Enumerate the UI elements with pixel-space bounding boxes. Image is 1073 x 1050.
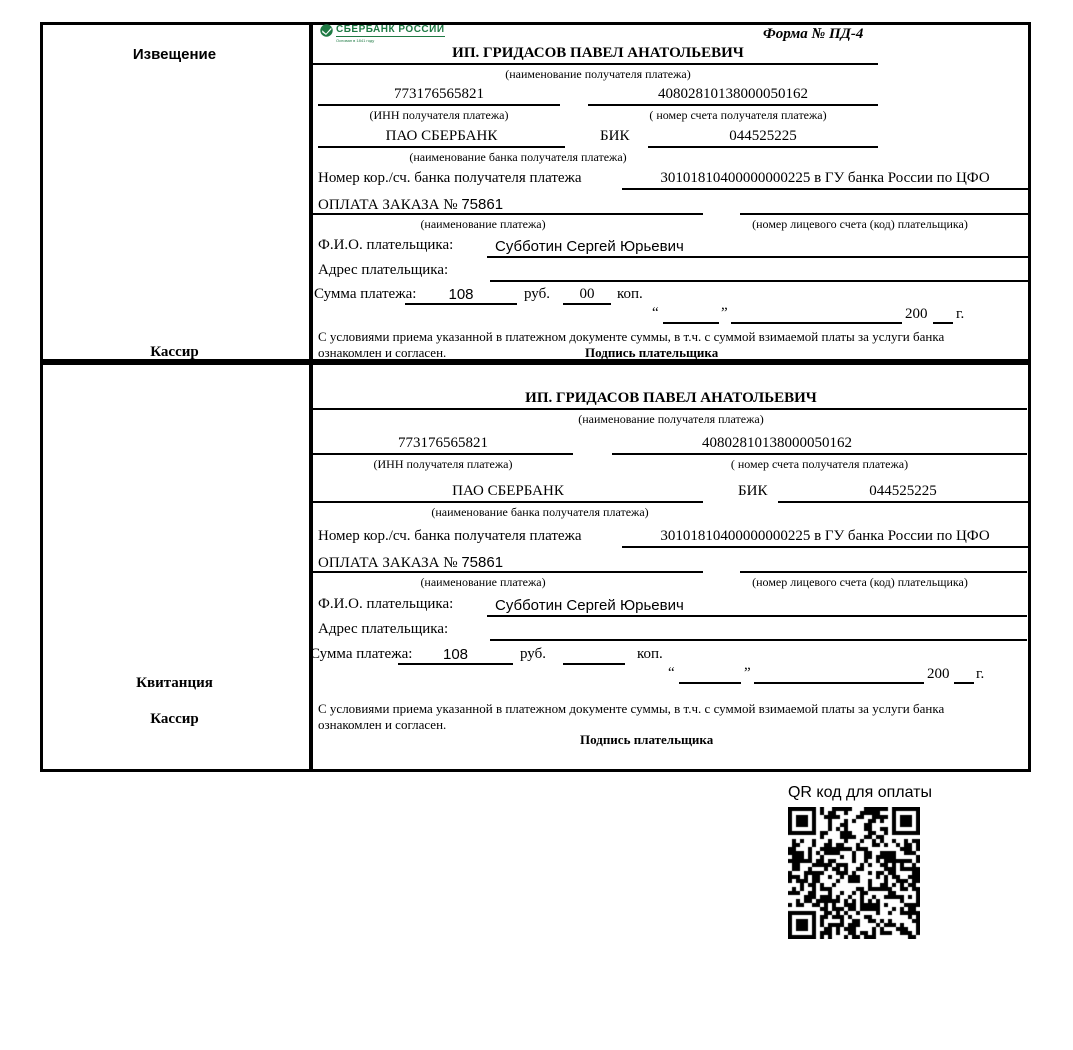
date-year-underline xyxy=(954,682,974,684)
date-month-underline xyxy=(731,322,902,324)
payment-name xyxy=(318,196,503,214)
payment-name-prefix: ОПЛАТА ЗАКАЗА № xyxy=(318,197,458,213)
personal-account-label: (номер лицевого счета (код) плательщика) xyxy=(752,217,968,231)
amount-rub-value: 108 xyxy=(442,646,469,663)
sberbank-logo xyxy=(320,24,445,43)
recipient-name: ИП. ГРИДАСОВ ПАВЕЛ АНАТОЛЬЕВИЧ xyxy=(525,390,817,406)
bik-label: БИК xyxy=(738,483,768,499)
bank-name: ПАО СБЕРБАНК xyxy=(452,483,564,499)
account-label: ( номер счета получателя платежа) xyxy=(649,108,827,122)
corr-underline xyxy=(622,188,1028,190)
date-quote-open: “ xyxy=(668,665,675,681)
recipient-name: ИП. ГРИДАСОВ ПАВЕЛ АНАТОЛЬЕВИЧ xyxy=(452,45,744,61)
date-day-underline xyxy=(663,322,719,324)
receipt-divider xyxy=(309,362,313,772)
qr-label: QR код для оплаты xyxy=(787,784,932,801)
sberbank-logo-text: СБЕРБАНК РОССИИ xyxy=(336,24,445,35)
payer-name-value: Субботин Сергей Юрьевич xyxy=(495,238,684,255)
amount-kop-underline xyxy=(563,663,625,665)
inn-label: (ИНН получателя платежа) xyxy=(369,108,509,122)
rub-label: руб. xyxy=(520,646,546,662)
inn-value: 773176565821 xyxy=(398,435,488,451)
bank-name-label: (наименование банка получателя платежа) xyxy=(431,505,649,519)
account-label: ( номер счета получателя платежа) xyxy=(730,457,909,471)
inn-underline xyxy=(313,453,573,455)
order-number: 75861 xyxy=(461,196,504,213)
inn-value: 773176565821 xyxy=(394,86,484,102)
payer-name-label: Ф.И.О. плательщика: xyxy=(318,596,454,612)
payer-name-underline xyxy=(487,615,1027,617)
corr-underline xyxy=(622,546,1028,548)
corr-value: 30101810400000000225 в ГУ банка России по ЦФО xyxy=(660,528,990,544)
bik-label: БИК xyxy=(600,128,630,144)
date-year-suffix: г. xyxy=(976,666,985,682)
amount-rub-value: 108 xyxy=(448,286,474,303)
notice-divider xyxy=(309,22,313,362)
amount-kop-underline xyxy=(563,303,611,305)
date-quote-close: ” xyxy=(744,665,751,681)
payer-name-value: Субботин Сергей Юрьевич xyxy=(495,597,684,614)
agreement-text: С условиями приема указанной в платежном документе суммы, в т.ч. с суммой взимаемой платы за услуги банка ознакомлен и согласен. xyxy=(318,329,945,360)
receipt-title: Квитанция xyxy=(136,675,213,691)
qr-code xyxy=(788,807,920,939)
corr-value: 30101810400000000225 в ГУ банка России по ЦФО xyxy=(660,170,990,186)
order-number: 75861 xyxy=(461,554,504,571)
date-year-suffix: г. xyxy=(956,306,965,322)
date-century: 200 xyxy=(905,306,928,322)
amount-label: Сумма платежа: xyxy=(314,286,417,302)
date-year-underline xyxy=(933,322,953,324)
receipt-cashier-label: Кассир xyxy=(150,711,199,727)
bank-name-underline xyxy=(310,501,703,503)
bik-underline xyxy=(648,146,878,148)
bik-underline xyxy=(778,501,1028,503)
payment-name-label: (наименование платежа) xyxy=(420,217,546,231)
payer-address-label: Адрес плательщика: xyxy=(318,621,449,637)
amount-label: Сумма платежа: xyxy=(310,646,413,662)
recipient-name-label: (наименование получателя платежа) xyxy=(578,412,764,426)
payment-name-underline xyxy=(310,571,703,573)
payer-address-label: Адрес плательщика: xyxy=(318,262,449,278)
payer-name-underline xyxy=(487,256,1028,258)
date-day-underline xyxy=(679,682,741,684)
date-century: 200 xyxy=(927,666,950,682)
date-month-underline xyxy=(754,682,924,684)
amount-kop-value: 00 xyxy=(579,286,595,302)
form-number-label: Форма № ПД-4 xyxy=(763,26,864,42)
payment-name-label: (наименование платежа) xyxy=(420,575,546,589)
kop-label: коп. xyxy=(617,286,643,302)
date-quote-open: “ xyxy=(652,305,659,321)
sberbank-logo-tagline: Основан в 1841 году xyxy=(336,38,375,43)
recipient-name-underline xyxy=(313,63,878,65)
agreement-text: С условиями приема указанной в платежном документе суммы, в т.ч. с суммой взимаемой платы за услуги банка ознакомлен и согласен. xyxy=(318,701,945,732)
payment-name-prefix: ОПЛАТА ЗАКАЗА № xyxy=(318,555,458,571)
bank-name: ПАО СБЕРБАНК xyxy=(385,128,498,144)
payment-name-underline xyxy=(313,213,703,215)
payment-name xyxy=(318,554,503,572)
bik-value: 044525225 xyxy=(869,483,937,499)
corr-label: Номер кор./сч. банка получателя платежа xyxy=(318,170,582,186)
amount-rub-underline xyxy=(405,303,517,305)
recipient-name-label: (наименование получателя платежа) xyxy=(505,67,691,81)
account-underline xyxy=(588,104,878,106)
account-underline xyxy=(612,453,1027,455)
account-value: 40802810138000050162 xyxy=(658,86,808,102)
rub-label: руб. xyxy=(524,286,550,302)
inn-label: (ИНН получателя платежа) xyxy=(373,457,513,471)
sberbank-logo-icon xyxy=(320,24,333,37)
amount-rub-underline xyxy=(398,663,513,665)
corr-label: Номер кор./сч. банка получателя платежа xyxy=(318,528,582,544)
signature-label: Подпись плательщика xyxy=(585,345,719,360)
account-value: 40802810138000050162 xyxy=(702,435,852,451)
signature-label: Подпись плательщика xyxy=(580,732,714,747)
personal-account-underline xyxy=(740,571,1027,573)
notice-cashier-label: Кассир xyxy=(150,344,199,360)
kop-label: коп. xyxy=(637,646,663,662)
inn-underline xyxy=(318,104,560,106)
bank-name-label: (наименование банка получателя платежа) xyxy=(409,150,627,164)
bank-name-underline xyxy=(318,146,565,148)
bik-value: 044525225 xyxy=(729,128,797,144)
payer-address-underline xyxy=(490,280,1028,282)
payer-name-label: Ф.И.О. плательщика: xyxy=(318,237,454,253)
personal-account-underline xyxy=(740,213,1028,215)
notice-title: Извещение xyxy=(132,46,217,63)
payer-address-underline xyxy=(490,639,1027,641)
personal-account-label: (номер лицевого счета (код) плательщика) xyxy=(752,575,968,589)
recipient-name-underline xyxy=(313,408,1027,410)
date-quote-close: ” xyxy=(721,305,728,321)
